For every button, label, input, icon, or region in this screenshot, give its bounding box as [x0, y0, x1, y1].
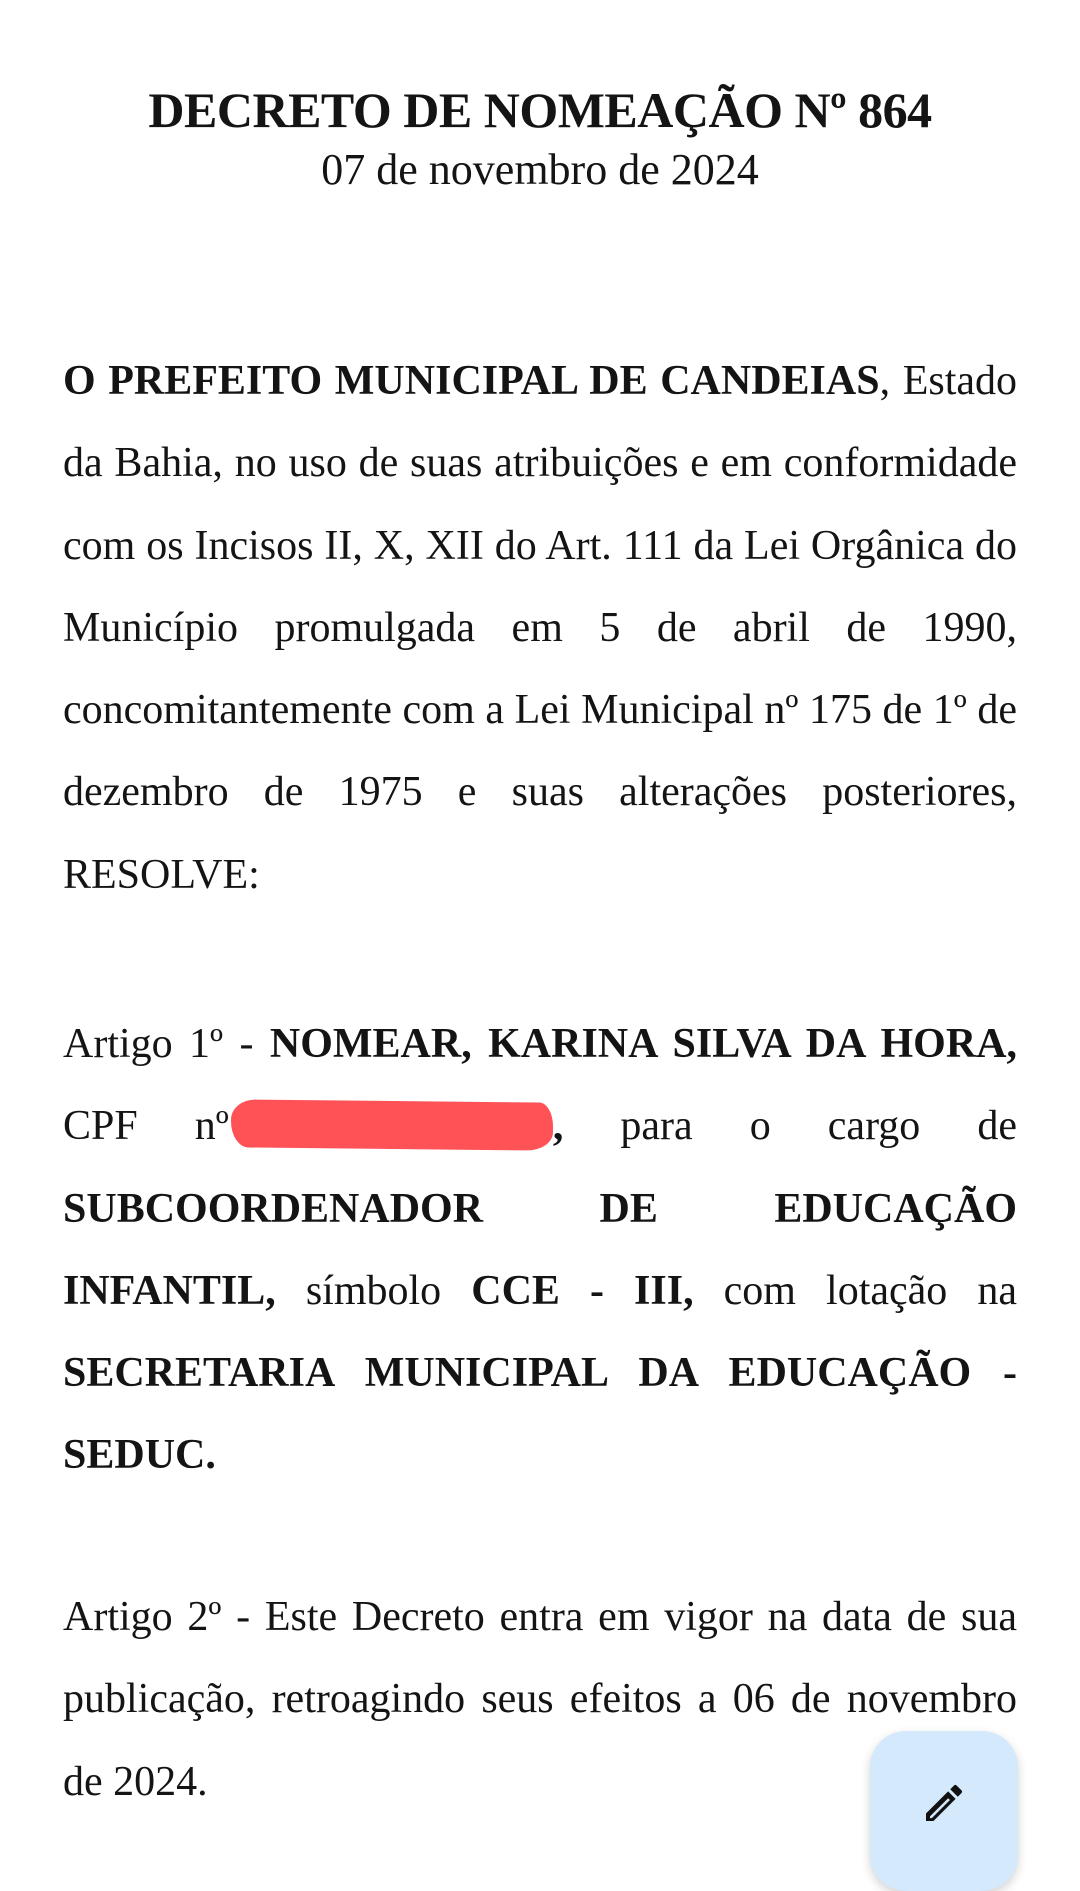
article-1-label: Artigo 1º - — [63, 1021, 270, 1067]
preamble-authority: O PREFEITO MUNICIPAL DE CANDEIAS — [63, 358, 880, 404]
article-1-paragraph — [63, 1003, 1017, 1497]
symbol-value: CCE - III, — [471, 1267, 694, 1314]
pencil-icon — [920, 1779, 968, 1827]
preamble-paragraph — [63, 340, 1017, 916]
decree-date: 07 de novembro de 2024 — [321, 145, 759, 194]
lotacao-value: SECRETARIA MUNICIPAL DA EDUCAÇÃO - SEDUC. — [63, 1350, 1017, 1479]
cpf-tail: , — [552, 1103, 564, 1150]
cpf-label: CPF nº — [63, 1103, 229, 1150]
lotacao-label: com lotação na — [693, 1267, 1018, 1314]
preamble-text: , Estado da Bahia, no uso de suas atribuições e em conformidade com os Incisos II, X, XII do Art. 111 da Lei Orgânica do Município promulgada em 5 de abril de 1990, concomitantemente com a Lei Municipal nº 175 de 1º de dezembro de 1975 e suas alterações posteriores, RESOLVE: — [63, 358, 1017, 898]
article-2-paragraph: Artigo 2º - Este Decreto entra em vigor na data de sua publicação, retroagindo seus efeitos a 06 de novembro de 2024. — [63, 1594, 1017, 1805]
edit-button[interactable] — [870, 1731, 1018, 1891]
decree-title: DECRETO DE NOMEAÇÃO Nº 864 — [148, 82, 932, 138]
symbol-label: símbolo — [275, 1267, 472, 1314]
cpf-redaction — [231, 1100, 553, 1151]
cargo-name: SUBCOORDENADOR DE EDUCAÇÃO INFANTIL, — [63, 1185, 1017, 1314]
cargo-intro: para o cargo de — [563, 1103, 1017, 1150]
article-1-action: NOMEAR, KARINA SILVA DA HORA, — [269, 1021, 1017, 1067]
